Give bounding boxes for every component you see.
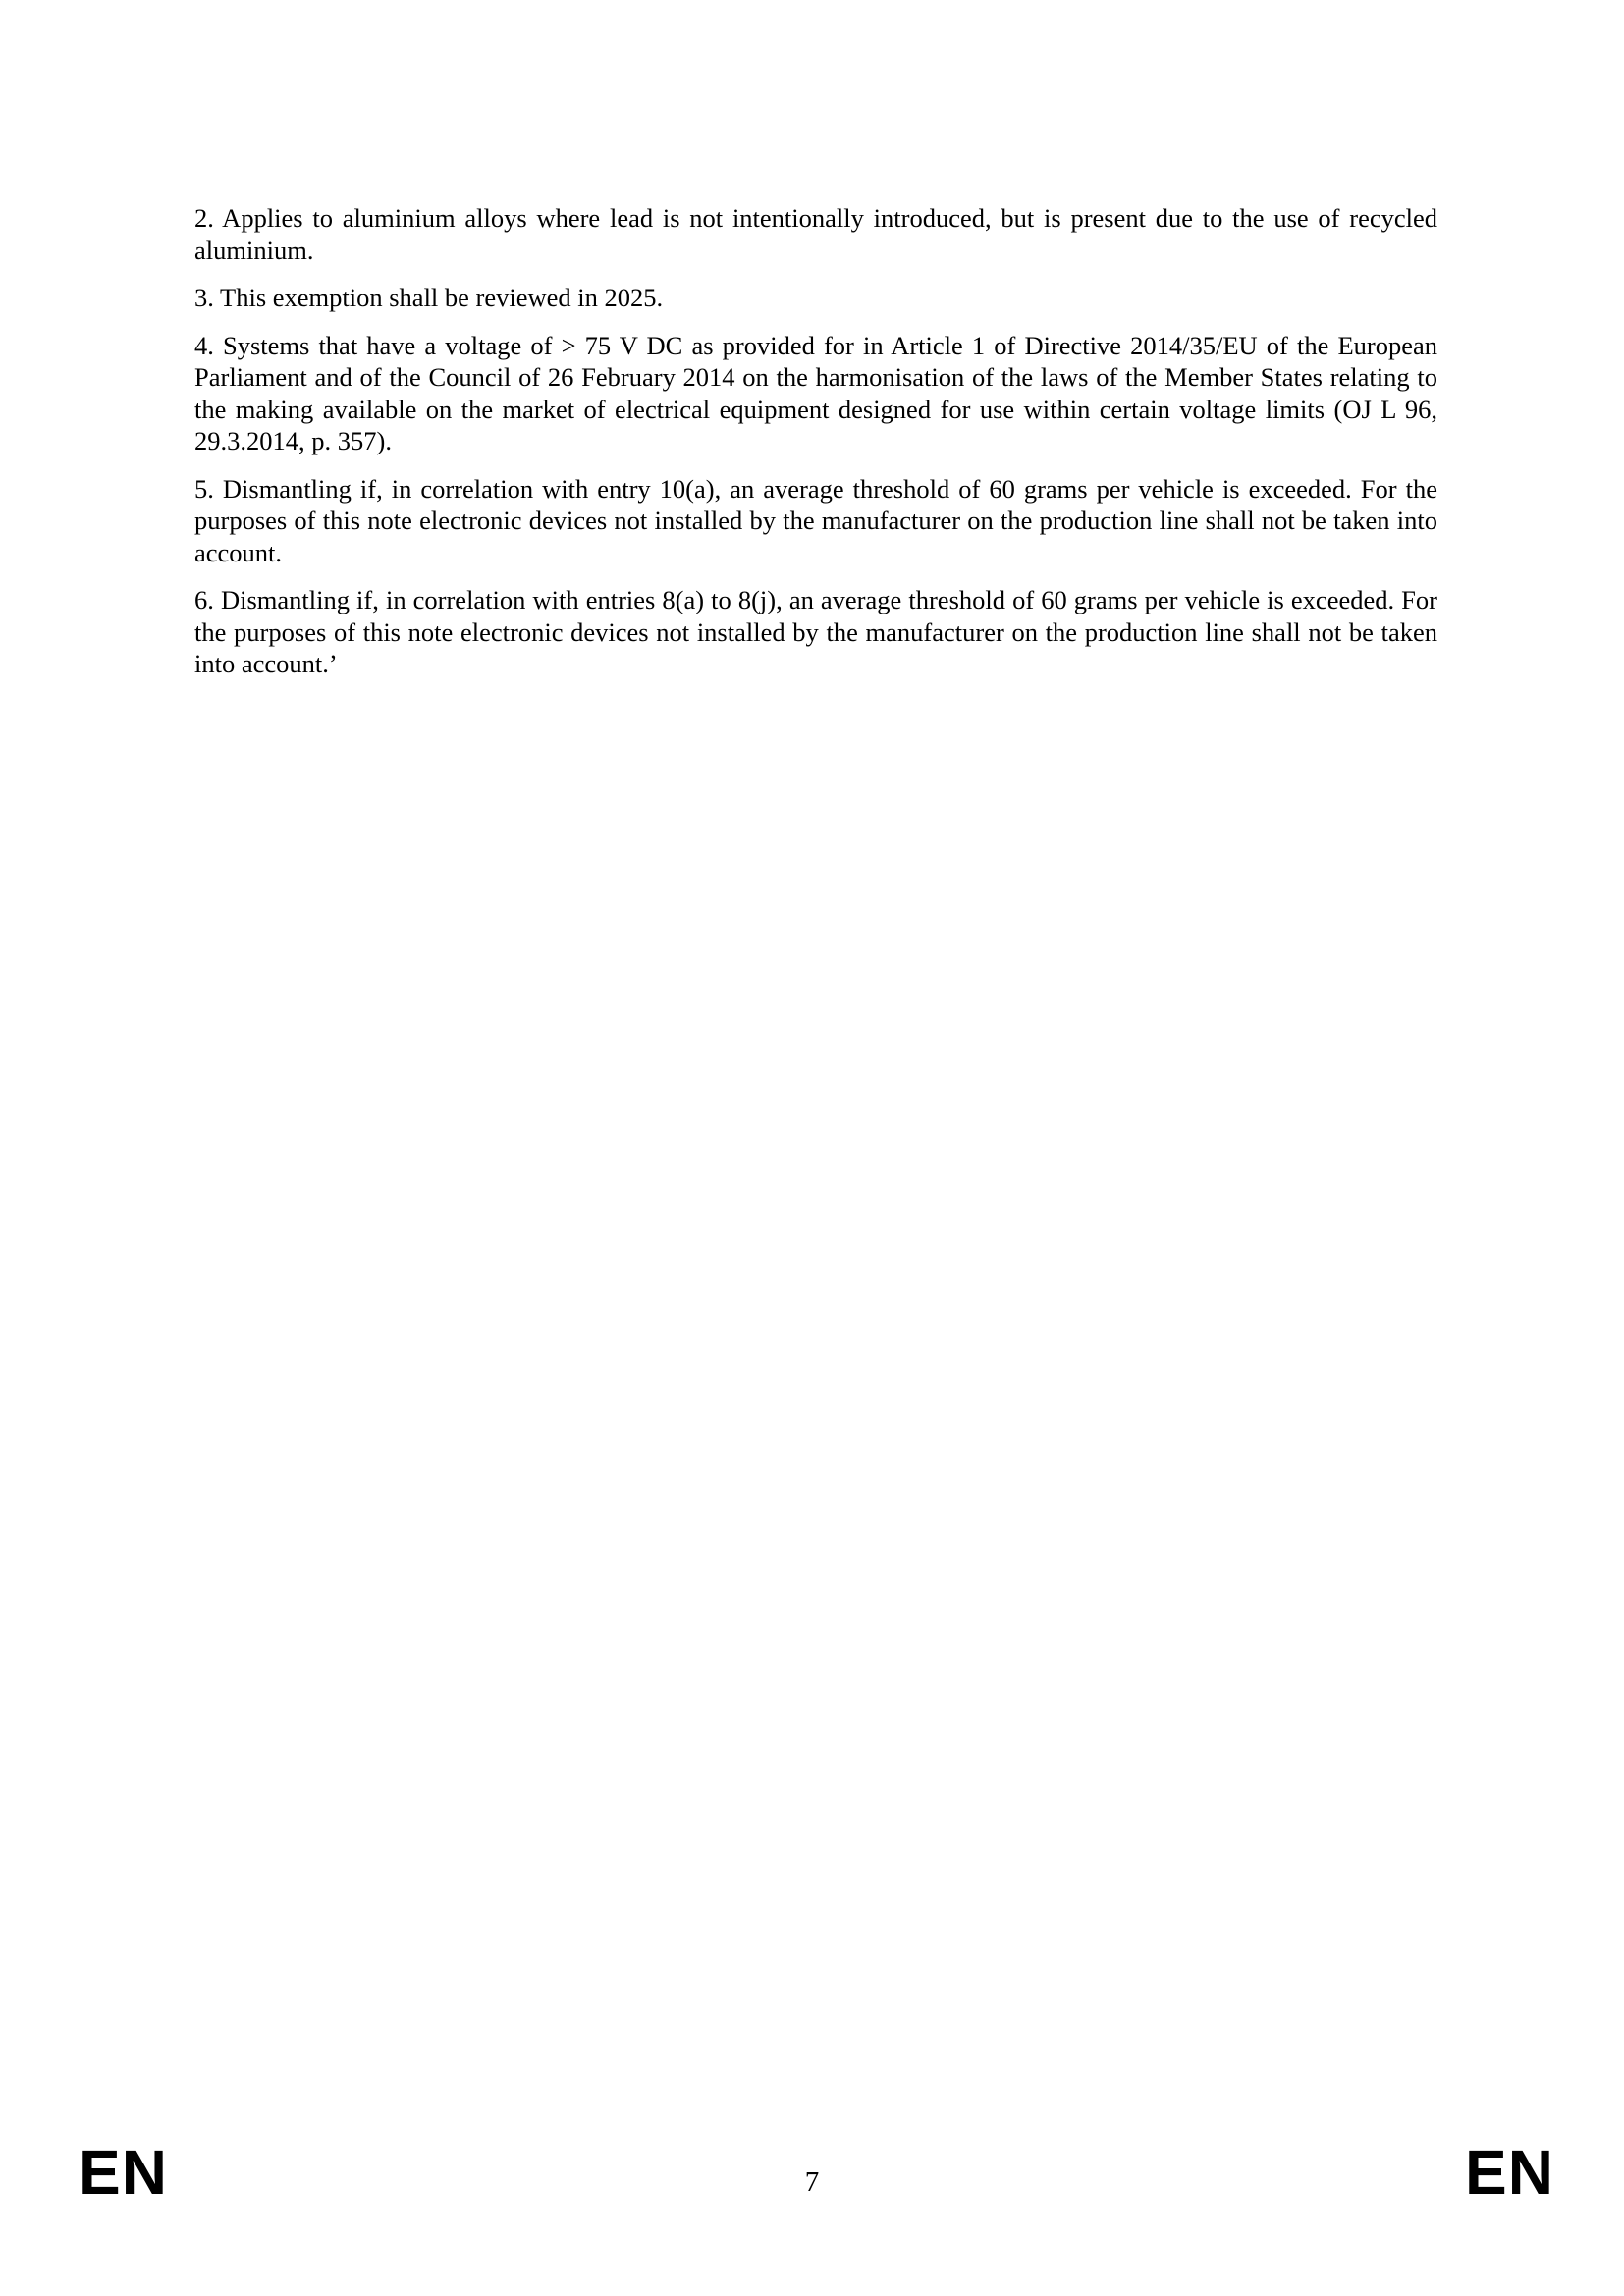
note-4: 4. Systems that have a voltage of > 75 V DC as provided for in Article 1 of Directive 2014/35/EU of the European Parliament and of the Council of 26 February 2014 on the harmonisation of the laws of the Member States relating to the making available on the market of electrical equipment designed for use within certain voltage limits (OJ L 96, 29.3.2014, p. 357). [194, 330, 1437, 455]
page-number: 7 [804, 2166, 820, 2198]
footnotes-section [194, 202, 1437, 696]
note-6: 6. Dismantling if, in correlation with entries 8(a) to 8(j), an average threshold of 60 grams per vehicle is exceeded. For the purposes of this note electronic devices not installed by the manufacturer on the production line shall not be taken into account.’ [194, 585, 1437, 678]
footer-language-right: EN [1465, 2137, 1554, 2208]
note-2: 2. Applies to aluminium alloys where lead is not intentionally introduced, but is present due to the use of recycled aluminium. [194, 203, 1437, 265]
note-3: 3. This exemption shall be reviewed in 2025. [194, 283, 664, 312]
footer-language-left: EN [79, 2137, 168, 2208]
note-5: 5. Dismantling if, in correlation with entry 10(a), an average threshold of 60 grams per vehicle is exceeded. For the purposes of this note electronic devices not installed by the manufacturer on the production line shall not be taken into account. [194, 473, 1437, 567]
